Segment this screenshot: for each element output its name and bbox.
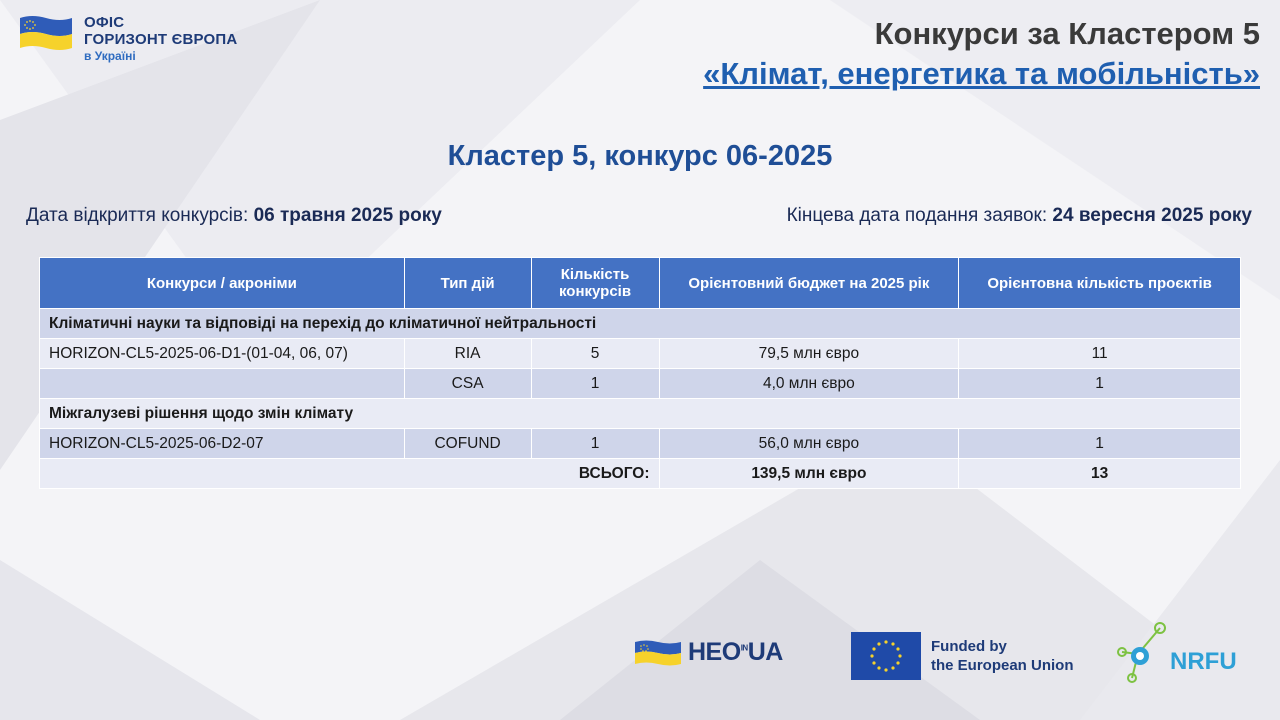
- cell-projects: 1: [959, 429, 1241, 459]
- page-header: [703, 14, 1260, 94]
- eu-ua-flag-icon: [18, 14, 74, 52]
- eu-line-2: the European Union: [931, 657, 1074, 674]
- section-row: [40, 399, 1241, 429]
- logo-line-3: в Україні: [84, 49, 136, 63]
- col-header-calls: Конкурси / акроніми: [40, 258, 405, 309]
- total-label: ВСЬОГО:: [40, 459, 660, 489]
- page-title: Конкурси за Кластером 5: [874, 16, 1260, 51]
- cell-budget: 79,5 млн євро: [659, 339, 959, 369]
- cluster-link[interactable]: «Клімат, енергетика та мобільність»: [703, 56, 1260, 91]
- opening-date: [26, 205, 442, 227]
- deadline-date-value: 24 вересня 2025 року: [1052, 205, 1252, 226]
- logo-line-2: ГОРИЗОНТ ЄВРОПА: [84, 31, 238, 48]
- opening-date-value: 06 травня 2025 року: [253, 205, 442, 226]
- cell-count: 1: [531, 429, 659, 459]
- total-budget: 139,5 млн євро: [659, 459, 959, 489]
- cell-budget: 4,0 млн євро: [659, 369, 959, 399]
- nrfu-text: NRFU: [1170, 648, 1237, 675]
- opening-date-label: Дата відкриття конкурсів:: [26, 205, 254, 226]
- office-logo: [18, 14, 237, 65]
- table-row: [40, 339, 1241, 369]
- nrfu-logo: [1116, 620, 1237, 688]
- nrfu-molecule-icon: [1116, 620, 1168, 688]
- table-row: [40, 429, 1241, 459]
- section-subtitle: Кластер 5, конкурс 06-2025: [447, 140, 833, 172]
- cell-call-id: HORIZON-CL5-2025-06-D2-07: [40, 429, 405, 459]
- calls-table: [39, 257, 1241, 489]
- cell-count: 1: [531, 369, 659, 399]
- deadline-date-label: Кінцева дата подання заявок:: [786, 205, 1053, 226]
- col-header-projects: Орієнтовна кількість проєктів: [959, 258, 1241, 309]
- col-header-count: Кількість конкурсів: [531, 258, 659, 309]
- section-title: Міжгалузеві рішення щодо змін клімату: [40, 399, 1241, 429]
- eu-flag-icon: [851, 632, 921, 680]
- logo-line-1: ОФІС: [84, 14, 125, 31]
- cell-count: 5: [531, 339, 659, 369]
- table-row: [40, 369, 1241, 399]
- cell-action-type: CSA: [404, 369, 531, 399]
- table-header-row: [40, 258, 1241, 309]
- cell-budget: 56,0 млн євро: [659, 429, 959, 459]
- total-row: [40, 459, 1241, 489]
- heo-ua-logo: [634, 638, 783, 667]
- eu-funding-logo: [851, 632, 1074, 680]
- cell-action-type: RIA: [404, 339, 531, 369]
- cell-action-type: COFUND: [404, 429, 531, 459]
- cell-projects: 1: [959, 369, 1241, 399]
- col-header-budget: Орієнтовний бюджет на 2025 рік: [659, 258, 959, 309]
- cell-projects: 11: [959, 339, 1241, 369]
- deadline-date: [787, 205, 1252, 227]
- section-title: Кліматичні науки та відповіді на перехід до кліматичної нейтральності: [40, 309, 1241, 339]
- cell-call-id: HORIZON-CL5-2025-06-D1-(01-04, 06, 07): [40, 339, 405, 369]
- eu-line-1: Funded by: [931, 638, 1007, 655]
- eu-ua-flag-icon: [634, 639, 682, 667]
- col-header-action-type: Тип дій: [404, 258, 531, 309]
- total-projects: 13: [959, 459, 1241, 489]
- heo-text: $HEO^{IN}UA$: [688, 638, 783, 666]
- cell-call-id: [40, 369, 405, 399]
- section-row: [40, 309, 1241, 339]
